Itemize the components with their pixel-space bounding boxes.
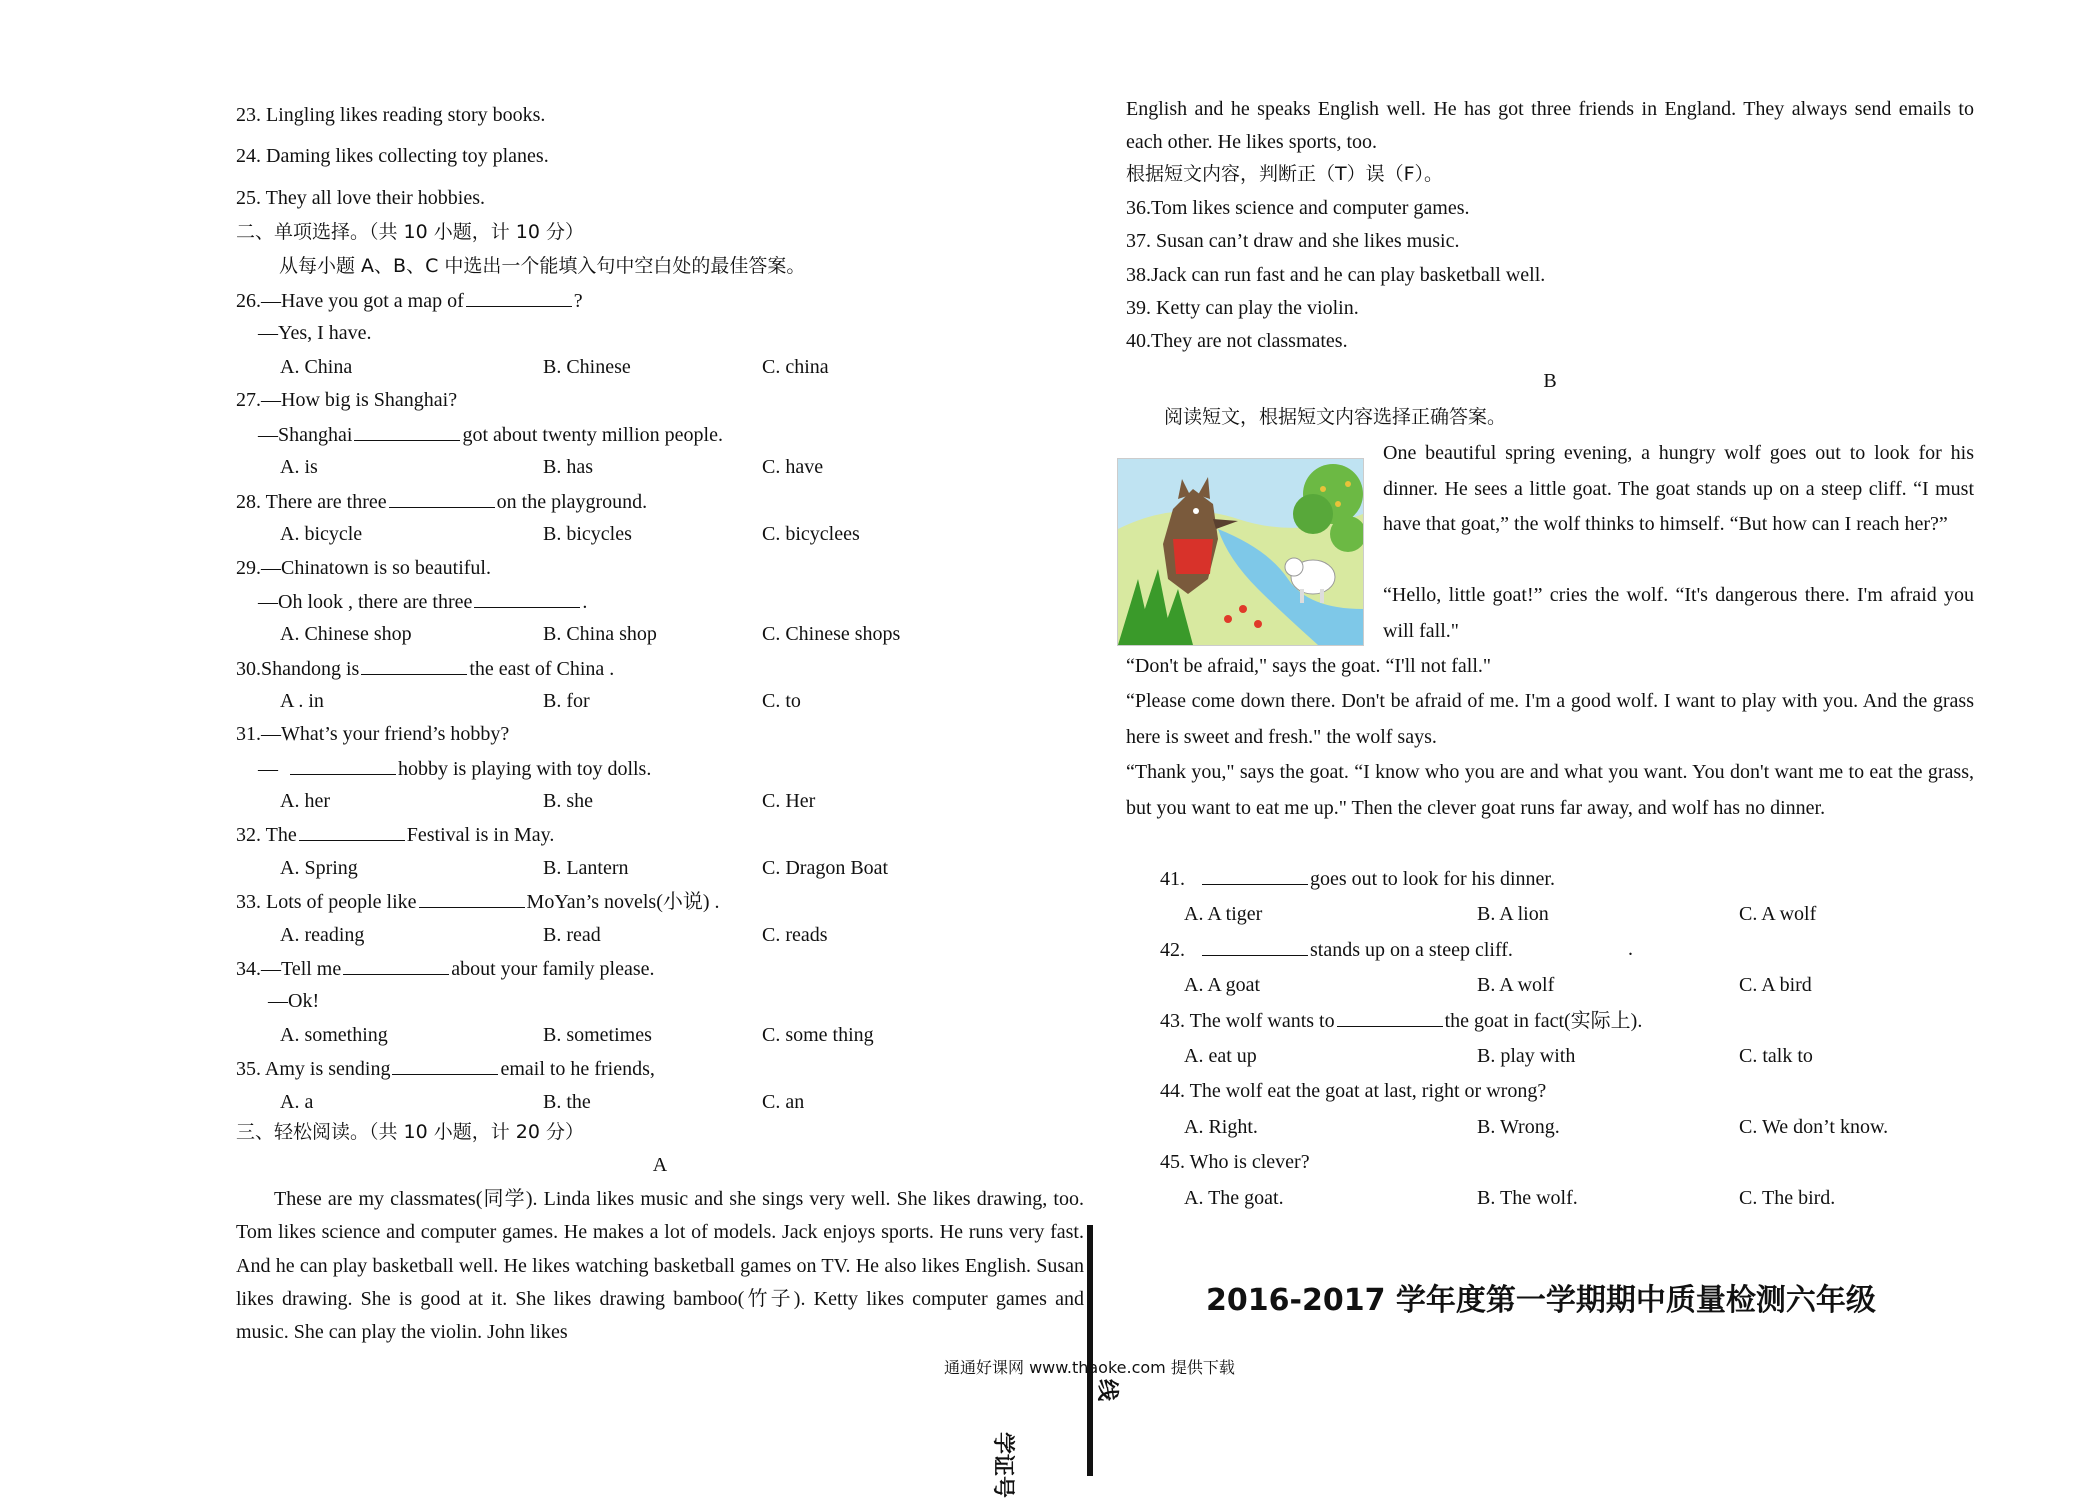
q45-option-c: C. The bird.	[1739, 1187, 1836, 1209]
q32-text: 32. The	[236, 824, 297, 846]
passage-b-paragraph-1: One beautiful spring evening, a hungry wolf goes out to look for his dinner. He sees a little goat. The goat stands up on a steep cliff. “I must have that goat,” the wolf thinks to himself. “But how can I reach her?”	[1383, 442, 1974, 535]
question-28	[236, 489, 647, 514]
q42-text: 42.	[1160, 939, 1185, 961]
q26-blank	[466, 288, 572, 307]
q35-option-a: A. a	[280, 1091, 314, 1113]
q28-option-a: A. bicycle	[280, 523, 363, 545]
binding-side-label: 学证号	[990, 1432, 1015, 1498]
section-3-title: 三、轻松阅读。（共 10 小题，计 20 分）	[236, 1121, 585, 1143]
q34-blank	[343, 956, 449, 975]
q28-option-b: B. bicycles	[543, 523, 632, 545]
section-2-instructions: 从每小题 A、B、C 中选出一个能填入句中空白处的最佳答案。	[279, 255, 806, 277]
q34-option-a: A. something	[280, 1024, 388, 1046]
q41-option-c: C. A wolf	[1739, 903, 1817, 925]
question-30	[236, 656, 614, 681]
q41-blank	[1202, 866, 1308, 885]
statement-40: 40.They are not classmates.	[1126, 330, 1348, 352]
q30-option-c: C. to	[762, 690, 801, 712]
part-b-instructions: 阅读短文，根据短文内容选择正确答案。	[1164, 406, 1507, 428]
statement-39: 39. Ketty can play the violin.	[1126, 297, 1359, 319]
exam-title: 2016-2017 学年度第一学期期中质量检测六年级	[1206, 1283, 1876, 1318]
q43-option-c: C. talk to	[1739, 1045, 1813, 1067]
q44-option-b: B. Wrong.	[1477, 1116, 1560, 1138]
q42-trailing-dot: .	[1628, 938, 1633, 960]
true-false-instructions: 根据短文内容，判断正（T）误（F）。	[1126, 163, 1444, 185]
passage-a: These are my classmates(同学). Linda likes music and she sings very well. She likes drawing, too. Tom likes science and computer games. He makes a lot of models. Jack enjoys sports. He runs very fast. And he can play basketball well. He likes watching basketball games on TV. He also likes English. Susan likes drawing. She is good at it. She likes drawing bamboo(竹子). Ketty likes computer games and music. She can play the violin. John likes	[236, 1188, 1084, 1344]
q31-tail: hobby is playing with toy dolls.	[398, 758, 652, 780]
q34-option-c: C. some thing	[762, 1024, 874, 1046]
wolf-and-goat-illustration	[1117, 458, 1364, 646]
q27-text: —Shanghai	[258, 424, 353, 446]
q31-text: —	[258, 758, 278, 780]
q28-option-c: C. bicyclees	[762, 523, 860, 545]
q35-option-b: B. the	[543, 1091, 591, 1113]
question-32	[236, 822, 554, 847]
part-b-heading: B	[1543, 370, 1557, 392]
q26-option-a: A. China	[280, 356, 353, 378]
passage-a-continued: English and he speaks English well. He has got three friends in England. They always send emails to each other. He likes sports, too.	[1126, 98, 1974, 154]
q41-option-b: B. A lion	[1477, 903, 1549, 925]
statement-24: 24. Daming likes collecting toy planes.	[236, 145, 549, 167]
q44-option-a: A. Right.	[1184, 1116, 1258, 1138]
q43-option-b: B. play with	[1477, 1045, 1576, 1067]
q43-blank	[1337, 1008, 1443, 1027]
part-a-heading: A	[652, 1154, 668, 1176]
q33-tail: MoYan’s novels(小说) .	[526, 891, 720, 913]
q45-option-a: A. The goat.	[1184, 1187, 1284, 1209]
q29-answer-line	[258, 589, 587, 614]
q31-answer-line	[258, 756, 651, 781]
statement-38: 38.Jack can run fast and he can play basketball well.	[1126, 264, 1546, 286]
q42-blank	[1202, 937, 1308, 956]
q32-tail: Festival is in May.	[406, 824, 555, 846]
q26-tail: ?	[573, 290, 583, 312]
q31-option-c: C. Her	[762, 790, 816, 812]
q26-option-b: B. Chinese	[543, 356, 631, 378]
q26-answer-line: —Yes, I have.	[258, 322, 372, 344]
q35-tail: email to he friends,	[500, 1058, 655, 1080]
q43-option-a: A. eat up	[1184, 1045, 1257, 1067]
passage-b-paragraph-4: “Please come down there. Don't be afraid of me. I'm a good wolf. I want to play with you. And the grass here is sweet and fresh." the wolf says.	[1126, 690, 1974, 748]
question-31: 31.—What’s your friend’s hobby?	[236, 723, 510, 745]
q31-blank	[290, 756, 396, 775]
q35-blank	[392, 1056, 498, 1075]
q42-tail: stands up on a steep cliff.	[1310, 939, 1513, 961]
question-44: 44. The wolf eat the goat at last, right or wrong?	[1160, 1080, 1547, 1102]
q41-tail: goes out to look for his dinner.	[1310, 868, 1555, 890]
q28-text: 28. There are three	[236, 491, 387, 513]
q43-tail: the goat in fact(实际上).	[1444, 1010, 1643, 1032]
q29-option-c: C. Chinese shops	[762, 623, 901, 645]
q29-option-a: A. Chinese shop	[280, 623, 412, 645]
q35-text: 35. Amy is sending	[236, 1058, 391, 1080]
statement-36: 36.Tom likes science and computer games.	[1126, 197, 1470, 219]
q30-blank	[361, 656, 467, 675]
q32-option-b: B. Lantern	[543, 857, 629, 879]
q27-option-c: C. have	[762, 456, 824, 478]
q34-option-b: B. sometimes	[543, 1024, 652, 1046]
passage-b-paragraph-2: “Hello, little goat!” cries the wolf. “It's dangerous there. I'm afraid you will fall."	[1383, 584, 1974, 642]
q30-option-b: B. for	[543, 690, 590, 712]
q33-text: 33. Lots of people like	[236, 891, 417, 913]
q32-option-c: C. Dragon Boat	[762, 857, 889, 879]
q31-option-b: B. she	[543, 790, 593, 812]
q43-text: 43. The wolf wants to	[1160, 1010, 1335, 1032]
q26-option-c: C. china	[762, 356, 829, 378]
q28-tail: on the playground.	[496, 491, 648, 513]
q27-option-b: B. has	[543, 456, 593, 478]
q33-blank	[419, 889, 525, 908]
q30-tail: the east of China .	[469, 658, 615, 680]
q32-blank	[299, 822, 405, 841]
question-33	[236, 889, 720, 914]
q27-tail: got about twenty million people.	[462, 424, 723, 446]
q28-blank	[389, 489, 495, 508]
q33-option-c: C. reads	[762, 924, 828, 946]
q29-text: —Oh look , there are three	[258, 591, 473, 613]
q29-tail: .	[582, 591, 588, 613]
q33-option-b: B. read	[543, 924, 601, 946]
question-34	[236, 956, 655, 981]
question-42	[1160, 937, 1513, 962]
question-43	[1160, 1008, 1642, 1033]
passage-b-paragraph-5: “Thank you," says the goat. “I know who you are and what you want. You don't want me to eat the grass, but you want to eat me up." Then the clever goat runs far away, and wolf has no dinner.	[1126, 761, 1974, 819]
question-41	[1160, 866, 1555, 891]
q29-option-b: B. China shop	[543, 623, 657, 645]
q32-option-a: A. Spring	[280, 857, 358, 879]
statement-25: 25. They all love their hobbies.	[236, 187, 486, 209]
q42-option-c: C. A bird	[1739, 974, 1812, 996]
q41-text: 41.	[1160, 868, 1185, 890]
q27-option-a: A. is	[280, 456, 318, 478]
q41-option-a: A. A tiger	[1184, 903, 1263, 925]
question-26	[236, 288, 583, 313]
q42-option-a: A. A goat	[1184, 974, 1261, 996]
q30-text: 30.Shandong is	[236, 658, 360, 680]
question-27: 27.—How big is Shanghai?	[236, 389, 458, 411]
section-2-title: 二、单项选择。（共 10 小题，计 10 分）	[236, 221, 585, 243]
q34-text: 34.—Tell me	[236, 958, 342, 980]
q44-option-c: C. We don’t know.	[1739, 1116, 1889, 1138]
question-35	[236, 1056, 655, 1081]
q34-answer-line: —Ok!	[268, 990, 320, 1012]
binding-line	[1087, 1225, 1093, 1476]
q31-option-a: A. her	[280, 790, 330, 812]
q45-option-b: B. The wolf.	[1477, 1187, 1578, 1209]
binding-line-mark: 线	[1094, 1379, 1119, 1402]
question-29: 29.—Chinatown is so beautiful.	[236, 557, 491, 579]
statement-23: 23. Lingling likes reading story books.	[236, 104, 546, 126]
q27-answer-line	[258, 422, 723, 447]
passage-b-paragraph-3: “Don't be afraid," says the goat. “I'll not fall."	[1126, 655, 1492, 677]
q30-option-a: A . in	[280, 690, 324, 712]
q29-blank	[474, 589, 580, 608]
q33-option-a: A. reading	[280, 924, 365, 946]
q35-option-c: C. an	[762, 1091, 805, 1113]
q42-option-b: B. A wolf	[1477, 974, 1555, 996]
footer-source: 通通好课网 www.thaoke.com 提供下载	[944, 1358, 1235, 1377]
q34-tail: about your family please.	[451, 958, 655, 980]
question-45: 45. Who is clever?	[1160, 1151, 1310, 1173]
statement-37: 37. Susan can’t draw and she likes music.	[1126, 230, 1460, 252]
q26-text: 26.—Have you got a map of	[236, 290, 464, 312]
q27-blank	[354, 422, 460, 441]
